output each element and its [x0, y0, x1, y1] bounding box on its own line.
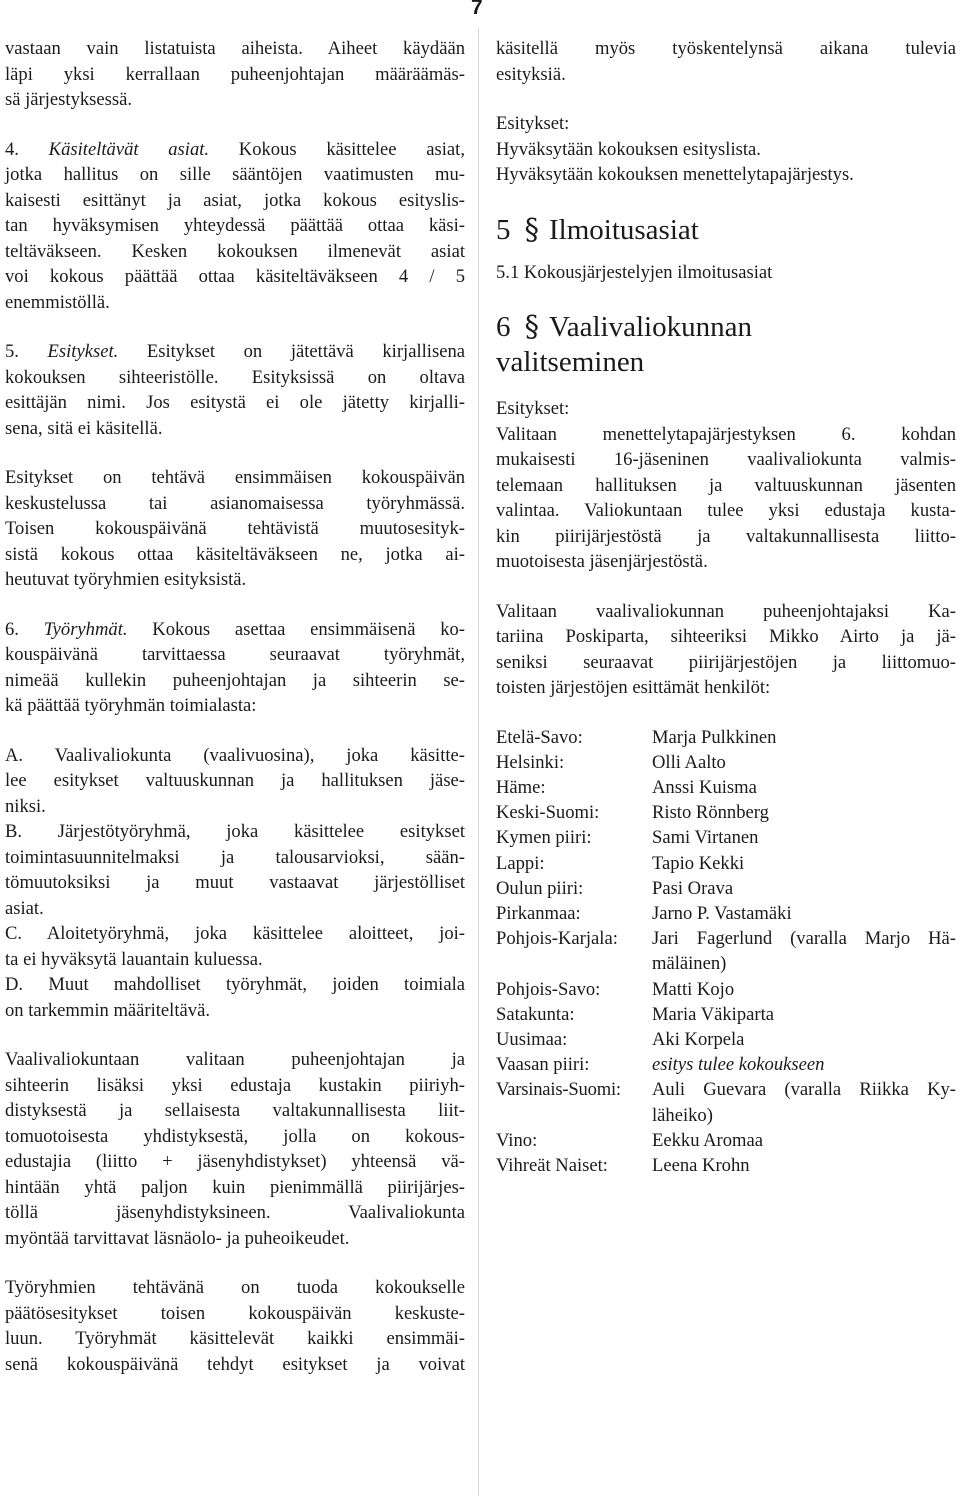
member-row — [496, 775, 956, 800]
member-row — [496, 825, 956, 850]
member-row — [496, 725, 956, 750]
member-name: Tapio Kekki — [652, 852, 745, 874]
member-name: Risto Rönnberg — [652, 802, 769, 824]
paragraph-item-5: 5. Esitykset. Esitykset on jätettävä kirjallisena kokouksen sihteeristölle. Esityksissä on oltava esittäjän nimi. Jos esitystä ei ole jätetty kirjalli- sena, sitä ei käsitellä. — [5, 341, 465, 439]
member-region: Häme: — [496, 776, 546, 798]
member-region: Etelä-Savo: — [496, 726, 583, 748]
proposal-block-election-committee: Esitykset: Valitaan menettelytapajärjestyksen 6. kohdan mukaisesti 16-jäseninen vaalivaliokunta valmis- telemaan hallituksen ja valtuuskunnan jäsenten valintaa. Valiokuntaan tulee yksi edustaja kusta- kin piirijärjestöstä ja valtakunnallisesta liitto- muotoisesta jäsenjärjestöstä. — [496, 398, 956, 572]
item-term: Esitykset. — [47, 341, 119, 362]
member-row — [496, 1027, 956, 1052]
section-heading-6: 6 § Vaalivaliokunnan valitseminen — [496, 309, 752, 378]
left-column — [5, 36, 465, 1377]
member-region: Vino: — [496, 1129, 538, 1151]
member-name: Sami Virtanen — [652, 827, 759, 849]
paragraph-proposals-timing: Esitykset on tehtävä ensimmäisen kokouspäivän keskustelussa tai asianomaisessa työryhmässä. Toisen kokouspäivänä tehtävistä muutosesityk- sistä kokous ottaa käsiteltäväkseen ne, jotka ai- heutuvat työryhmien esityksistä. — [5, 467, 465, 590]
member-row — [496, 1077, 956, 1127]
member-row — [496, 1002, 956, 1027]
proposal-block-agenda: Esitykset: Hyväksytään kokouksen esityslista. Hyväksytään kokouksen menettelytapajärjestys. — [496, 111, 956, 188]
member-region: Pohjois-Karjala: — [496, 928, 618, 950]
right-column — [496, 36, 956, 1178]
member-row — [496, 800, 956, 825]
member-row — [496, 901, 956, 926]
member-name: Olli Aalto — [652, 751, 726, 773]
paragraph-item-6: 6. Työryhmät. Kokous asettaa ensimmäisenä ko- kouspäivänä tarvittaessa seuraavat työryhmät, nimeää kullekin puheenjohtajan ja sihteerin se- kä päättää työryhmän toimialasta: — [5, 618, 465, 716]
column-divider — [478, 28, 479, 1496]
member-region: Uusimaa: — [496, 1028, 568, 1050]
member-region: Vaasan piiri: — [496, 1054, 590, 1076]
paragraph-continuation: käsitellä myös työskentelynsä aikana tulevia esityksiä. — [496, 38, 956, 85]
member-row — [496, 977, 956, 1002]
member-name: Auli Guevara (varalla Riikka Ky- läheiko) — [652, 1079, 956, 1126]
member-region: Pohjois-Savo: — [496, 978, 601, 1000]
member-region: Helsinki: — [496, 751, 565, 773]
member-name: Leena Krohn — [652, 1154, 750, 1176]
paragraph-working-groups-task: Työryhmien tehtävänä on tuoda kokoukselle päätösesitykset toisen kokouspäivän keskuste- luun. Työryhmät käsittelevät kaikki ensimmäi- senä kokouspäivänä tehdyt esitykset ja voivat — [5, 1277, 465, 1375]
member-name: Pasi Orava — [652, 877, 734, 899]
member-row — [496, 851, 956, 876]
member-row — [496, 1128, 956, 1153]
item-term: Käsiteltävät asiat. — [48, 138, 210, 160]
section-sign: § — [524, 309, 539, 343]
member-row — [496, 926, 956, 976]
proposal-label: Esitykset: — [496, 398, 570, 419]
paragraph-election-committee-composition: Vaalivaliokuntaan valitaan puheenjohtajan ja sihteerin lisäksi yksi edustaja kustakin piiriyh- distyksestä ja sellaisesta valtakunnallisesta liit- tomuotoisesta yhdistyksestä, jolla on kokous- edustajia (liitto + jäsenyhdistykset) yhteensä vä- hintään yhtä paljon kuin pienimmällä piirijärjes- töllä jäsenyhdistyksineen. Vaalivaliokunta myöntää tarvittavat läsnäolo- ja puheoikeudet. — [5, 1049, 465, 1249]
page-number: 7 — [471, 0, 483, 19]
member-region: Satakunta: — [496, 1003, 575, 1025]
member-name: Marja Pulkkinen — [652, 726, 777, 748]
member-row — [496, 876, 956, 901]
member-row — [496, 1052, 956, 1077]
member-list — [496, 725, 956, 1179]
member-name: Anssi Kuisma — [652, 776, 757, 798]
member-region: Varsinais-Suomi: — [496, 1079, 621, 1101]
member-row — [496, 750, 956, 775]
paragraph-working-groups-list: A. Vaalivaliokunta (vaalivuosina), joka käsitte- lee esitykset valtuuskunnan ja hallituksen jäse- niksi. B. Järjestötyöryhmä, joka käsittelee esitykset toimintasuunnitelmaksi ja talousarvioksi, sään- tömuutoksiksi ja muut vastaavat järjestölliset asiat. C. Aloitetyöryhmä, joka käsittelee aloitteet, joi- ta ei hyväksytä lauantain kuluessa. D. Muut mahdolliset työryhmät, joiden toimiala on tarkemmin määriteltävä. — [5, 744, 465, 1021]
member-name: Jarno P. Vastamäki — [652, 902, 792, 924]
member-name: Eekku Aromaa — [652, 1129, 764, 1151]
member-region: Vihreät Naiset: — [496, 1154, 608, 1176]
member-region: Kymen piiri: — [496, 827, 592, 849]
item-term: Työryhmät. — [43, 618, 128, 640]
proposal-label: Esitykset: — [496, 113, 570, 134]
member-row — [496, 1153, 956, 1178]
paragraph-agenda-continuation: vastaan vain listatuista aiheista. Aiheet käydään läpi yksi kerrallaan puheenjohtajan määräämäs- sä järjestyksessä. — [5, 38, 465, 110]
section-sign: § — [524, 211, 539, 246]
member-region: Keski-Suomi: — [496, 802, 600, 824]
member-region: Pirkanmaa: — [496, 902, 581, 924]
member-name: Aki Korpela — [652, 1028, 745, 1050]
paragraph-chair-and-members: Valitaan vaalivaliokunnan puheenjohtajaksi Ka- tariina Poskiparta, sihteeriksi Mikko Airto ja jä- seniksi seuraavat piirijärjestöjen ja liittomuo- toisten järjestöjen esittämät henkilöt: — [496, 600, 956, 698]
section-heading-5: 5 § Ilmoitusasiat — [496, 211, 699, 246]
member-region: Oulun piiri: — [496, 877, 584, 899]
subsection-5-1: 5.1 Kokousjärjestelyjen ilmoitusasiat — [496, 261, 773, 283]
member-name: esitys tulee kokoukseen — [652, 1054, 825, 1076]
paragraph-item-4: 4. Käsiteltävät asiat. Kokous käsittelee asiat, jotka hallitus on sille sääntöjen vaatimusten mu- kaisesti esittänyt ja asiat, jotka kokous esityslis- tan hyväksymisen yhteydessä päättää ottaa käsi- teltäväkseen. Kesken kokouksen ilmenevät asiat voi kokous päättää ottaa käsiteltäväkseen 4 / 5 enemmistöllä. — [5, 138, 465, 313]
member-name: Maria Väkiparta — [652, 1003, 775, 1025]
member-name: Matti Kojo — [652, 978, 735, 1000]
member-name: Jari Fagerlund (varalla Marjo Hä- mäläinen) — [652, 928, 956, 975]
member-region: Lappi: — [496, 852, 545, 874]
